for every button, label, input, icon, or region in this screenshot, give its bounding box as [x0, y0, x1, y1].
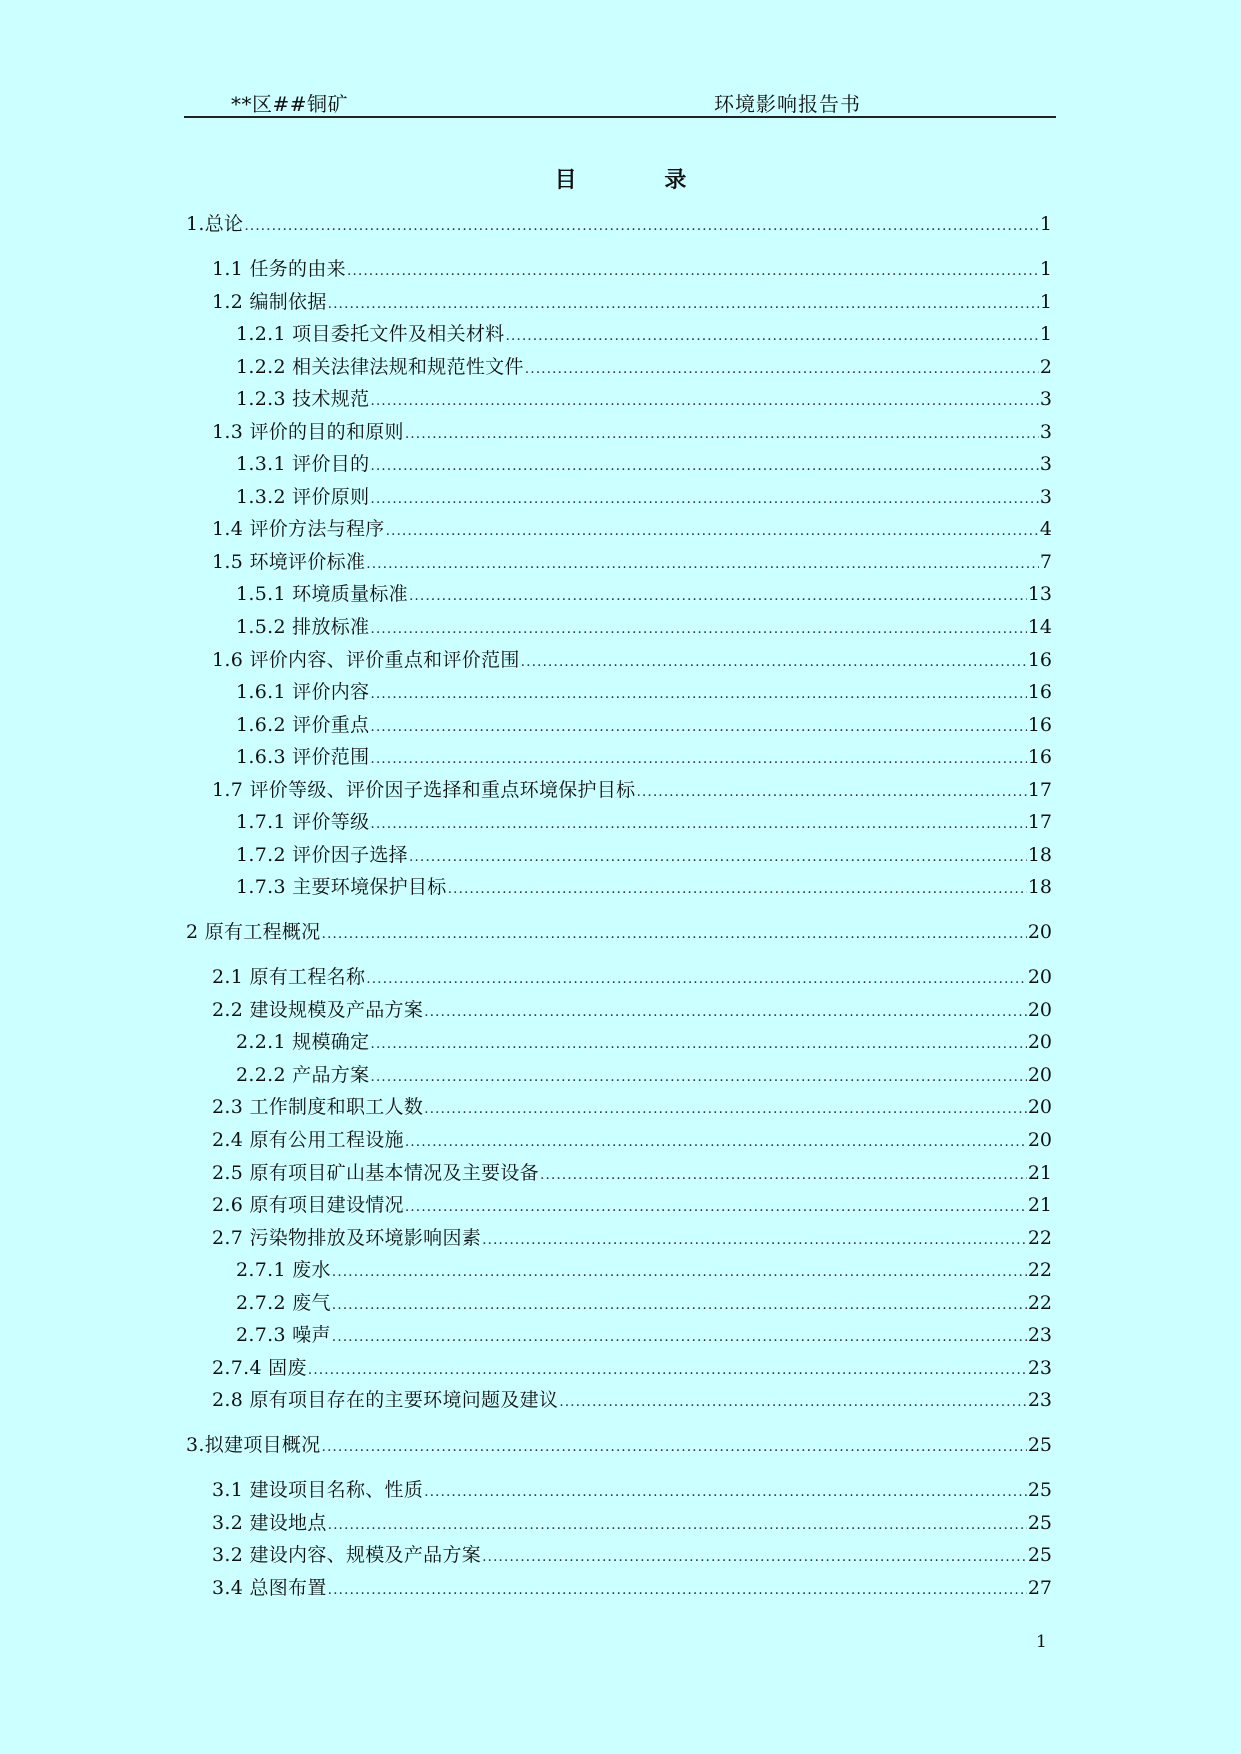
dot-leader: [424, 1000, 1027, 1024]
toc-entry-label: 2.7.3 噪声: [236, 1324, 331, 1346]
dot-leader: [366, 967, 1027, 991]
dot-leader: [505, 324, 1038, 348]
toc-entry[interactable]: [212, 778, 1052, 802]
toc-entry[interactable]: [212, 1576, 1052, 1600]
toc-entry[interactable]: [186, 920, 1052, 944]
toc-title: 目 录: [554, 167, 727, 193]
dot-leader: [332, 1260, 1027, 1284]
toc-entry-label: 1.6.1 评价内容: [236, 681, 370, 703]
toc-entry-label: 1.2.2 相关法律法规和规范性文件: [236, 356, 524, 378]
toc-entry-label: 1.5.1 环境质量标准: [236, 583, 408, 605]
toc-entry[interactable]: [212, 998, 1052, 1022]
dot-leader: [540, 1163, 1027, 1187]
dot-leader: [405, 1195, 1027, 1219]
toc-entry-page: 3: [1039, 421, 1052, 443]
toc-entry-label: 2.5 原有项目矿山基本情况及主要设备: [212, 1162, 539, 1184]
dot-leader: [370, 682, 1026, 706]
toc-entry-page: 23: [1027, 1324, 1052, 1346]
toc-entry[interactable]: [236, 810, 1052, 834]
dot-leader: [322, 1435, 1027, 1459]
toc-entry[interactable]: [236, 875, 1052, 899]
toc-entry[interactable]: [212, 1226, 1052, 1250]
toc-entry-page: 1: [1039, 291, 1052, 313]
dot-leader: [525, 357, 1039, 381]
dot-leader: [405, 1130, 1027, 1154]
toc-entry-page: 20: [1027, 1129, 1052, 1151]
dot-leader: [405, 422, 1039, 446]
toc-entry-label: 1.4 评价方法与程序: [212, 518, 385, 540]
toc-entry[interactable]: [236, 843, 1052, 867]
dot-leader: [370, 487, 1039, 511]
dot-leader: [424, 1480, 1027, 1504]
toc-entry-label: 1.3.2 评价原则: [236, 486, 370, 508]
toc-entry[interactable]: [212, 420, 1052, 444]
toc-entry-label: 3.2 建设内容、规模及产品方案: [212, 1544, 482, 1566]
toc-entry[interactable]: [236, 680, 1052, 704]
toc-entry-label: 1.总论: [186, 213, 244, 235]
dot-leader: [370, 747, 1026, 771]
toc-entry-label: 2.7.2 废气: [236, 1292, 331, 1314]
dot-leader: [409, 584, 1027, 608]
toc-entry[interactable]: [236, 485, 1052, 509]
toc-entry[interactable]: [236, 387, 1052, 411]
toc-entry-page: 20: [1027, 1031, 1052, 1053]
toc-entry-page: 3: [1039, 453, 1052, 475]
dot-leader: [448, 877, 1027, 901]
dot-leader: [370, 812, 1026, 836]
toc-entry-label: 1.2.1 项目委托文件及相关材料: [236, 323, 505, 345]
toc-entry-page: 18: [1027, 876, 1052, 898]
dot-leader: [409, 845, 1027, 869]
toc-entry-label: 3.1 建设项目名称、性质: [212, 1479, 424, 1501]
toc-entry-page: 18: [1027, 844, 1052, 866]
toc-entry-page: 13: [1027, 583, 1052, 605]
dot-leader: [328, 292, 1039, 316]
toc-entry-label: 1.2 编制依据: [212, 291, 327, 313]
toc-entry-label: 2.2.1 规模确定: [236, 1031, 370, 1053]
toc-entry-page: 22: [1027, 1292, 1052, 1314]
toc-entry-label: 2 原有工程概况: [186, 921, 321, 943]
toc-entry-page: 16: [1027, 649, 1052, 671]
dot-leader: [370, 1065, 1026, 1089]
toc-entry-page: 17: [1027, 779, 1052, 801]
toc-entry-label: 2.6 原有项目建设情况: [212, 1194, 404, 1216]
dot-leader: [328, 1513, 1027, 1537]
dot-leader: [482, 1228, 1027, 1252]
toc-entry-page: 20: [1027, 921, 1052, 943]
toc-entry[interactable]: [212, 1388, 1052, 1412]
dot-leader: [332, 1325, 1027, 1349]
dot-leader: [482, 1545, 1027, 1569]
dot-leader: [328, 1578, 1027, 1602]
toc-entry[interactable]: [236, 1030, 1052, 1054]
toc-entry[interactable]: [236, 452, 1052, 476]
dot-leader: [244, 214, 1039, 238]
toc-entry-label: 2.8 原有项目存在的主要环境问题及建议: [212, 1389, 559, 1411]
toc-entry-page: 16: [1027, 714, 1052, 736]
toc-entry-label: 3.拟建项目概况: [186, 1434, 321, 1456]
dot-leader: [370, 715, 1026, 739]
toc-entry[interactable]: [212, 257, 1052, 281]
toc-entry-page: 21: [1027, 1162, 1052, 1184]
toc-entry-label: 2.1 原有工程名称: [212, 966, 366, 988]
toc-entry[interactable]: [236, 1323, 1052, 1347]
toc-entry-page: 23: [1027, 1389, 1052, 1411]
toc-entry-label: 2.2.2 产品方案: [236, 1064, 370, 1086]
dot-leader: [370, 1032, 1026, 1056]
dot-leader: [636, 780, 1026, 804]
toc-entry-page: 4: [1039, 518, 1052, 540]
toc-entry[interactable]: [212, 517, 1052, 541]
toc-entry-page: 20: [1027, 1064, 1052, 1086]
toc-entry-label: 1.2.3 技术规范: [236, 388, 370, 410]
toc-entry-page: 2: [1039, 356, 1052, 378]
toc-entry[interactable]: [212, 1161, 1052, 1185]
toc-entry-page: 20: [1027, 999, 1052, 1021]
toc-entry-page: 16: [1027, 746, 1052, 768]
toc-entry[interactable]: [212, 550, 1052, 574]
toc-entry[interactable]: [236, 713, 1052, 737]
dot-leader: [308, 1358, 1027, 1382]
toc-entry-page: 20: [1027, 966, 1052, 988]
toc-entry-page: 16: [1027, 681, 1052, 703]
toc-entry[interactable]: [186, 1433, 1052, 1457]
toc-entry[interactable]: [212, 1128, 1052, 1152]
toc-entry[interactable]: [212, 648, 1052, 672]
toc-entry-label: 2.3 工作制度和职工人数: [212, 1096, 424, 1118]
toc-entry[interactable]: [236, 615, 1052, 639]
toc-entry-page: 22: [1027, 1259, 1052, 1281]
page-header: [184, 86, 1056, 118]
toc-entry-page: 3: [1039, 388, 1052, 410]
toc-entry-page: 22: [1027, 1227, 1052, 1249]
dot-leader: [521, 650, 1027, 674]
dot-leader: [370, 389, 1039, 413]
toc-entry-label: 1.7.1 评价等级: [236, 811, 370, 833]
dot-leader: [332, 1293, 1027, 1317]
dot-leader: [322, 922, 1027, 946]
toc-entry-label: 2.4 原有公用工程设施: [212, 1129, 404, 1151]
toc-entry-page: 25: [1027, 1512, 1052, 1534]
toc-entry[interactable]: [212, 1095, 1052, 1119]
toc-entry[interactable]: [236, 582, 1052, 606]
toc-entry-page: 21: [1027, 1194, 1052, 1216]
toc-entry-page: 1: [1039, 323, 1052, 345]
dot-leader: [559, 1390, 1027, 1414]
toc-entry[interactable]: [212, 1356, 1052, 1380]
toc-entry-page: 20: [1027, 1096, 1052, 1118]
toc-entry-page: 3: [1039, 486, 1052, 508]
toc-entry[interactable]: [236, 355, 1052, 379]
toc-entry-label: 1.7.2 评价因子选择: [236, 844, 408, 866]
header-left-text: **区##铜矿: [231, 92, 349, 116]
dot-leader: [386, 519, 1039, 543]
toc-entry[interactable]: [212, 290, 1052, 314]
toc-entry-page: 25: [1027, 1434, 1052, 1456]
dot-leader: [347, 259, 1039, 283]
toc-entry-label: 2.7.1 废水: [236, 1259, 331, 1281]
toc-entry-page: 1: [1039, 258, 1052, 280]
toc-entry[interactable]: [236, 1258, 1052, 1282]
toc-entry[interactable]: [212, 1478, 1052, 1502]
dot-leader: [366, 552, 1039, 576]
toc-entry[interactable]: [236, 322, 1052, 346]
toc-entry-label: 2.2 建设规模及产品方案: [212, 999, 424, 1021]
toc-entry[interactable]: [212, 1193, 1052, 1217]
toc-entry-label: 1.5 环境评价标准: [212, 551, 366, 573]
toc-entry[interactable]: [236, 745, 1052, 769]
toc-entry-page: 17: [1027, 811, 1052, 833]
dot-leader: [370, 454, 1039, 478]
page-number: 1: [1036, 1632, 1047, 1652]
dot-leader: [370, 617, 1026, 641]
toc-entry[interactable]: [212, 965, 1052, 989]
toc-entry[interactable]: [236, 1291, 1052, 1315]
toc-entry[interactable]: [236, 1063, 1052, 1087]
toc-entry-label: 3.4 总图布置: [212, 1577, 327, 1599]
toc-entry-page: 25: [1027, 1544, 1052, 1566]
toc-entry-label: 1.7 评价等级、评价因子选择和重点环境保护目标: [212, 779, 636, 801]
toc-entry-page: 14: [1027, 616, 1052, 638]
toc-entry-label: 1.3.1 评价目的: [236, 453, 370, 475]
dot-leader: [424, 1097, 1027, 1121]
toc-entry-label: 1.6.3 评价范围: [236, 746, 370, 768]
toc-entry-page: 7: [1039, 551, 1052, 573]
toc-entry-page: 1: [1039, 213, 1052, 235]
toc-entry-label: 2.7.4 固废: [212, 1357, 307, 1379]
toc-entry-label: 3.2 建设地点: [212, 1512, 327, 1534]
toc-entry-label: 1.6.2 评价重点: [236, 714, 370, 736]
toc-entry[interactable]: [186, 212, 1052, 236]
header-right-text: 环境影响报告书: [714, 92, 861, 116]
toc-entry-page: 27: [1027, 1577, 1052, 1599]
toc-entry-page: 23: [1027, 1357, 1052, 1379]
toc-entry-label: 1.7.3 主要环境保护目标: [236, 876, 447, 898]
toc-entry-page: 25: [1027, 1479, 1052, 1501]
toc-entry-label: 1.1 任务的由来: [212, 258, 346, 280]
toc-entry[interactable]: [212, 1543, 1052, 1567]
toc-entry-label: 1.3 评价的目的和原则: [212, 421, 404, 443]
toc-entry-label: 1.5.2 排放标准: [236, 616, 370, 638]
toc-entry[interactable]: [212, 1511, 1052, 1535]
toc-entry-label: 2.7 污染物排放及环境影响因素: [212, 1227, 482, 1249]
toc-entry-label: 1.6 评价内容、评价重点和评价范围: [212, 649, 520, 671]
